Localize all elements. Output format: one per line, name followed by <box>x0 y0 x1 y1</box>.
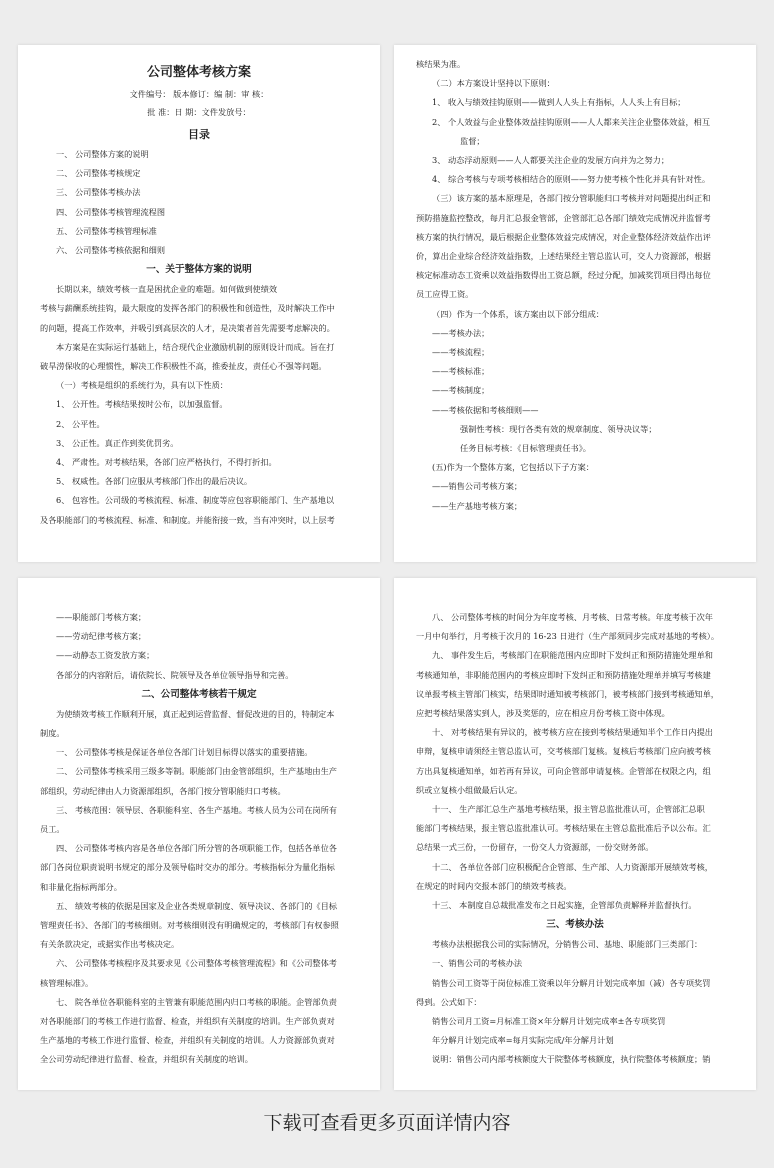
text-line: 三、 考核范围：领导层、各职能科室、各生产基地。考核人员为公司在岗所有 <box>56 804 337 815</box>
text-line: 制度。 <box>40 728 65 739</box>
text-line: 核管理标准》。 <box>40 977 94 988</box>
text-line: 员工应得工资。 <box>416 289 474 300</box>
text-line: 的问题，提高工作效率，并吸引到高层次的人才，是决策者首先需要考虑解决的。 <box>40 322 335 333</box>
text-line: 核方案的执行情况，最后根据企业整体效益完成情况，对企业整体经济效益作出评 <box>416 231 711 242</box>
text-line: 3、 动态浮动原则——人人都要关注企业的发展方向并为之努力； <box>432 155 670 166</box>
text-line: （二）本方案设计坚持以下原则： <box>432 78 555 89</box>
text-line: 十一、 生产部汇总生产基地考核结果，报主管总监批准认可，企管部汇总职 <box>432 804 705 815</box>
text-line: 五、 绩效考核的依据是国家及企业各类规章制度、领导决议、各部门的《目标 <box>56 900 337 911</box>
document-meta-line-2: 批 准：日 期：文件发放号： <box>147 107 251 117</box>
text-line: 本方案是在实际运行基础上，结合现代企业激励机制的原则设计而成。旨在打 <box>56 341 335 352</box>
text-line: 4、 严肃性。对考核结果，各部门应严格执行，不得打折扣。 <box>56 457 277 468</box>
text-line: 四、 公司整体考核内容是各单位各部门所分管的各项职能工作，包括各单位各 <box>56 843 337 854</box>
text-line: （四）作为一个体系，该方案由以下部分组成： <box>432 308 604 319</box>
text-line: 管理责任书》、各部门的考核细则。对考核细则没有明确规定的，考核部门有权参照 <box>40 920 339 931</box>
text-line: 年分解月计划完成率=每月实际完成/年分解月计划 <box>432 1035 614 1046</box>
text-line: 十、 对考核结果有异议的，被考核方应在接到考核结果通知半个工作日内提出 <box>432 727 713 738</box>
text-line: 6、 包容性。公司级的考核流程、标准、制度等应包容职能部门、生产基地以 <box>56 495 335 506</box>
text-line: 考核通知单，非职能范围内的考核应即时下发纠正和预防措施处理单并填写考核建 <box>416 669 711 680</box>
text-line: 及各职能部门的考核流程、标准、和制度。并能衔接一致，当有冲突时，以上层考 <box>40 514 335 525</box>
text-line: （一）考核是组织的系统行为，具有以下性质： <box>56 380 228 391</box>
toc-item: 四、 公司整体考核管理流程图 <box>56 206 166 217</box>
document-page-3 <box>18 578 380 1090</box>
text-line: 价，算出企业综合经济效益指数，上述结果经主管总监认可，交人力资源部，根据 <box>416 251 711 262</box>
text-line: 全公司劳动纪律进行监督、检查，并组织有关制度的培训。 <box>40 1054 253 1065</box>
download-more-prompt[interactable]: 下载可查看更多页面详情内容 <box>263 1112 511 1134</box>
text-line: ——考核依据和考核细则—— <box>432 404 539 415</box>
toc-item: 三、 公司整体考核办法 <box>56 187 141 198</box>
text-line: 能部门考核结果，报主管总监批准认可。考核结果在主管总监批准后予以公布。汇 <box>416 823 711 834</box>
text-line: 在规定的时间内交报本部门的绩效考核表。 <box>416 880 572 891</box>
text-line: 一、销售公司的考核办法 <box>432 958 523 969</box>
text-line: 总结果一式三份，一份留存，一份交人力资源部，一份交财务部。 <box>416 842 654 853</box>
section-heading: 三、考核办法 <box>546 919 604 931</box>
text-line: 有关条款决定，或据实作出考核决定。 <box>40 939 180 950</box>
text-line: 各部分的内容附后，请依院长、院领导及各单位领导指导和完善。 <box>56 669 294 680</box>
toc-title: 目录 <box>188 128 210 141</box>
text-line: 得到。公式如下： <box>416 996 482 1007</box>
text-line: 部门各岗位职责说明书规定的部分及领导临时交办的部分。考核指标分为量化指标 <box>40 862 335 873</box>
text-line: ——考核制度； <box>432 385 490 396</box>
text-line: ——职能部门考核方案； <box>56 612 147 622</box>
text-line: 说明：销售公司内部考核额度大于院整体考核额度，执行院整体考核额度；销 <box>432 1054 711 1065</box>
text-line: 和非量化指标两部分。 <box>40 881 122 892</box>
text-line: 十二、 各单位各部门应积极配合企管部、生产部、人力资源部开展绩效考核， <box>432 861 713 872</box>
text-line: 方出具复核通知单，如若再有异议，可向企管部申请复核。企管部在权限之内，组 <box>416 765 711 776</box>
text-line: 2、 个人效益与企业整体效益挂钩原则——人人都来关注企业整体效益，相互 <box>432 116 711 127</box>
text-line: ——生产基地考核方案； <box>432 500 523 511</box>
toc-item: 一、 公司整体方案的说明 <box>56 149 149 159</box>
text-line: (五)作为一个整体方案，它包括以下子方案： <box>432 462 594 473</box>
text-line: 为使绩效考核工作顺利开展，真正起到运营监督、督促改进的目的，特制定本 <box>56 708 335 719</box>
text-line: ——销售公司考核方案； <box>432 481 523 492</box>
text-line: 应把考核结果落实到人，涉及奖惩的，应在相应月份考核工资中体现。 <box>416 708 670 719</box>
text-line: ——考核流程； <box>432 347 490 358</box>
text-line: 预防措施监控整改，每月汇总报金管部，企管部汇总各部门绩效完成情况并监督考 <box>416 212 711 223</box>
text-line: 部组织，劳动纪律由人力资源部组织，各部门按分管职能归口考核。 <box>40 785 286 796</box>
text-line: 强制性考核：现行各类有效的规章制度、领导决议等； <box>460 423 657 434</box>
text-line: 1、 收入与绩效挂钩原则——做到人人头上有指标，人人头上有目标； <box>432 97 686 108</box>
text-line: 员工。 <box>40 824 65 835</box>
text-line: 议单报考核主管部门核实，结果即时通知被考核部门，被考核部门接到考核通知单， <box>416 688 719 699</box>
text-line: 申辩，复核申请须经主管总监认可，交考核部门复核。复核后考核部门应向被考核 <box>416 746 711 757</box>
text-line: 九、 事件发生后，考核部门在职能范围内应即时下发纠正和预防措施处理单和 <box>432 650 713 661</box>
text-line: 核结果为准。 <box>416 59 466 69</box>
text-line: 八、 公司整体考核的时间分为年度考核、月考核、日常考核。年度考核于次年 <box>432 612 713 622</box>
text-line: ——考核办法； <box>432 327 490 338</box>
text-line: 核定标准动态工资乘以效益指数得出工资总额，经过分配，加减奖罚项目得出每位 <box>416 270 711 281</box>
text-line: ——考核标准； <box>432 366 490 377</box>
text-line: 1、 公开性。考核结果按时公布，以加强监督。 <box>56 399 228 410</box>
document-page-4 <box>394 578 756 1090</box>
text-line: 考核办法根据我公司的实际情况，分销售公司、基地、职能部门三类部门： <box>432 939 703 950</box>
text-line: 4、 综合考核与专项考核相结合的原则——努力使考核个性化并具有针对性。 <box>432 174 711 185</box>
text-line: 织或立复核小组做最后认定。 <box>416 784 523 795</box>
text-line: 对各职能部门的考核工作进行监督、检查，并组织有关制度的培训。生产部负责对 <box>40 1016 335 1027</box>
text-line: （三）该方案的基本原理是，各部门按分管职能归口考核并对问题提出纠正和 <box>432 193 711 204</box>
text-line: 监督； <box>460 135 485 146</box>
toc-item: 六、 公司整体考核依据和细则 <box>56 245 166 256</box>
document-meta-line-1: 文件编号： 版本修订：编 制：审 核： <box>129 89 269 99</box>
text-line: ——劳动纪律考核方案； <box>56 631 147 642</box>
section-heading: 二、公司整体考核若干规定 <box>141 688 257 700</box>
text-line: 十三、 本制度自总裁批准发布之日起实施，企管部负责解释并监督执行。 <box>432 900 697 911</box>
document-page-2 <box>394 45 756 562</box>
document-title: 公司整体考核方案 <box>146 65 251 80</box>
toc-item: 二、 公司整体考核规定 <box>56 168 141 179</box>
text-line: 一月中旬举行，月考核于次月的 16-23 日进行（生产部须同步完成对基地的考核）。 <box>416 631 720 642</box>
text-line: 长期以来，绩效考核一直是困扰企业的难题。如何做到使绩效 <box>56 284 278 295</box>
text-line: 5、 权威性。各部门应服从考核部门作出的最后决议。 <box>56 476 253 487</box>
text-line: 二、 公司整体考核采用三级多等制。职能部门由金管部组织，生产基地由生产 <box>56 766 337 777</box>
text-line: 销售公司工资等于岗位标准工资乘以年分解月计划完成率加（减）各专项奖罚 <box>432 977 711 988</box>
toc-item: 五、 公司整体考核管理标准 <box>56 225 157 236</box>
section-heading: 一、关于整体方案的说明 <box>146 264 252 276</box>
text-line: 考核与薪酬系统挂钩，最大限度的发挥各部门的积极性和创造性，及时解决工作中 <box>40 303 335 314</box>
text-line: 生产基地的考核工作进行监督、检查，并组织有关制度的培训。人力资源部负责对 <box>40 1035 335 1046</box>
text-line: 任务目标考核：《目标管理责任书》。 <box>460 443 591 454</box>
text-line: 销售公司月工资=月标准工资×年分解月计划完成率±各专项奖罚 <box>432 1016 666 1027</box>
document-page-1 <box>18 45 380 562</box>
text-line: 七、 院各单位各职能科室的主管兼有职能范围内归口考核的职能。企管部负责 <box>56 996 337 1007</box>
text-line: 破旱涝保收的心理惯性，解决工作积极性不高，推委扯皮，责任心不强等问题。 <box>40 361 327 372</box>
text-line: 一、 公司整体考核是保证各单位各部门计划目标得以落实的重要措施。 <box>56 747 313 758</box>
text-line: 2、 公平性。 <box>56 418 105 429</box>
text-line: ——动静态工资发放方案； <box>56 650 155 661</box>
text-line: 3、 公正性。真正作到奖优罚劣。 <box>56 437 179 448</box>
text-line: 六、 公司整体考核程序及其要求见《公司整体考核管理流程》和《公司整体考 <box>56 958 337 969</box>
